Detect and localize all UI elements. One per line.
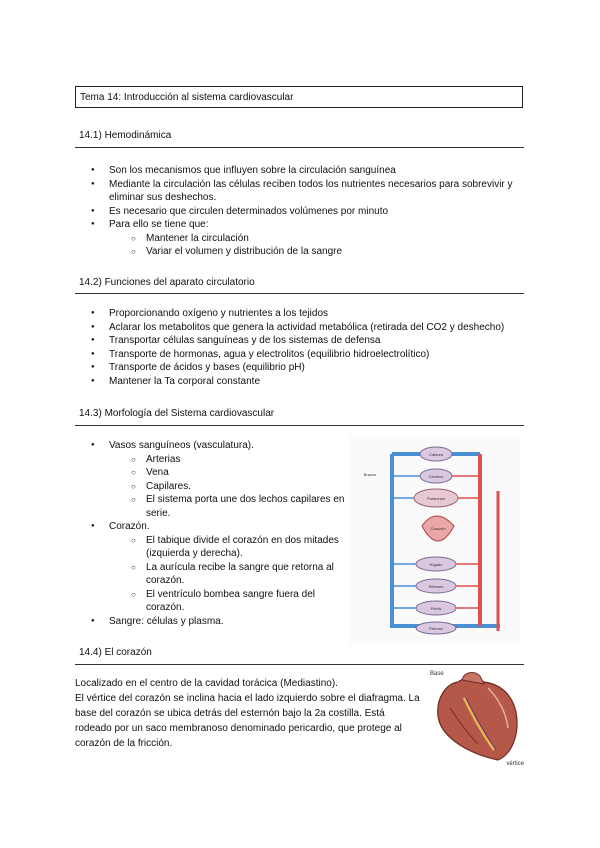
- list-item: ● Transporte de ácidos y bases (equilibrio pH): [79, 361, 529, 375]
- organ-label: Pelvis: [430, 606, 442, 611]
- sub-list-item-continuation: serie.: [146, 507, 171, 519]
- page-title: Tema 14: Introducción al sistema cardiovascular: [75, 86, 523, 108]
- sub-list-item: ○ Variar el volumen y distribución de la sangre: [79, 245, 529, 259]
- sub-list-item: ○ El ventrículo bombea sangre fuera del: [79, 588, 369, 602]
- list-item: ● Vasos sanguíneos (vasculatura).: [79, 439, 369, 453]
- sub-list-item: ○ La aurícula recibe la sangre que retorna al: [79, 561, 369, 575]
- sub-list-item: ○ Arterias: [79, 453, 369, 467]
- paragraph-line: base del corazón se ubica detrás del esternón bajo la 2a costilla. Está: [75, 708, 385, 719]
- paragraph-line: corazón de la fricción.: [75, 738, 173, 749]
- list-item: ● Mantener la Ta corporal constante: [79, 375, 529, 389]
- funciones-list: [79, 307, 529, 388]
- list-item: ● Para ello se tiene que:: [79, 218, 529, 232]
- paragraph-line: El vértice del corazón se inclina hacia el lado izquierdo sobre el diafragma. La: [75, 693, 420, 704]
- divider: [75, 293, 524, 294]
- hemodinamica-list: [79, 164, 529, 259]
- list-item: ● Transporte de hormonas, agua y electrolitos (equilibrio hidroelectrolítico): [79, 348, 529, 362]
- paragraph-line: Localizado en el centro de la cavidad torácica (Mediastino).: [75, 678, 338, 689]
- section-heading-hemodinamica: 14.1) Hemodinámica: [79, 130, 172, 141]
- list-item: ● Sangre: células y plasma.: [79, 615, 369, 629]
- sub-list-item: ○ Capilares.: [79, 480, 369, 494]
- morfologia-list: [79, 439, 369, 628]
- circulation-diagram: [350, 436, 520, 644]
- sub-list-item: ○ Vena: [79, 466, 369, 480]
- organ-label: Pulmones: [427, 496, 445, 501]
- list-item: ● Mediante la circulación las células reciben todos los nutrientes necesarios para sobrevivir y: [79, 178, 529, 192]
- corazon-paragraph: [75, 676, 425, 751]
- organ-label: Brazos: [363, 472, 377, 477]
- organ-label: Riñones: [428, 584, 444, 589]
- list-item: ● Son los mecanismos que influyen sobre la circulación sanguínea: [79, 164, 529, 178]
- list-item-continuation: eliminar sus deshechos.: [109, 192, 217, 203]
- sub-list-item: ○ El sistema porta une dos lechos capilares en: [79, 493, 369, 507]
- organ-label: Corazón: [430, 526, 446, 531]
- heart-label-vertice: vértice: [506, 761, 524, 767]
- sub-list-item-continuation: (izquierda y derecha).: [146, 548, 243, 559]
- section-heading-corazon: 14.4) El corazón: [79, 647, 152, 658]
- section-heading-funciones: 14.2) Funciones del aparato circulatorio: [79, 277, 255, 288]
- section-heading-morfologia: 14.3) Morfología del Sistema cardiovascular: [79, 408, 275, 419]
- divider: [75, 664, 524, 665]
- organ-label: Piernas: [429, 626, 443, 631]
- heart-illustration: [428, 668, 528, 768]
- paragraph-line: rodeado por un saco membranoso denominado pericardio, que protege al: [75, 723, 402, 734]
- organ-label: Cerebro: [428, 474, 444, 479]
- sub-list-item-continuation: corazón.: [146, 575, 185, 586]
- organ-label: Cabeza: [429, 452, 443, 457]
- list-item: ● Transportar células sanguíneas y de los sistemas de defensa: [79, 334, 529, 348]
- list-item: ● Aclarar los metabolitos que genera la actividad metabólica (retirada del CO2 y deshecho): [79, 321, 529, 335]
- heart-label-base: Base: [430, 671, 444, 677]
- divider: [75, 147, 524, 148]
- list-item: ● Es necesario que circulen determinados volúmenes por minuto: [79, 205, 529, 219]
- list-item: ● Corazón.: [79, 520, 369, 534]
- list-item: ● Proporcionando oxígeno y nutrientes a los tejidos: [79, 307, 529, 321]
- sub-list-item-continuation: corazón.: [146, 602, 185, 613]
- organ-label: Hígado: [429, 562, 443, 567]
- sub-list-item: ○ El tabique divide el corazón en dos mitades: [79, 534, 369, 548]
- sub-list-item: ○ Mantener la circulación: [79, 232, 529, 246]
- divider: [75, 425, 524, 426]
